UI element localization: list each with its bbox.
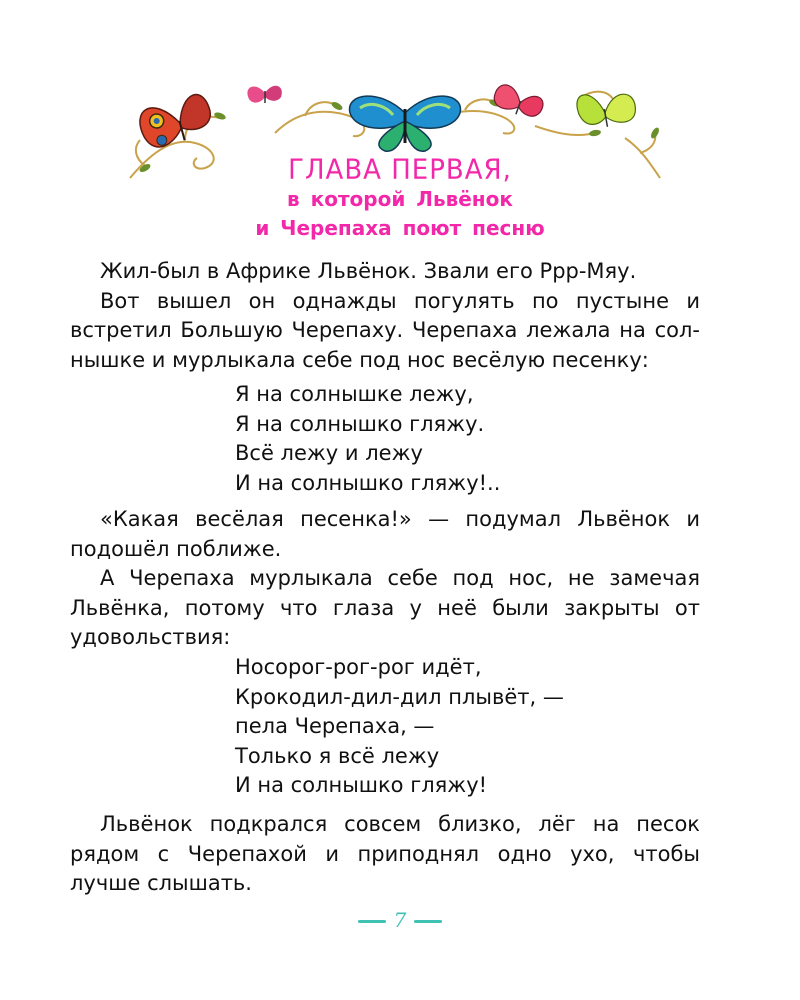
paragraph-3-line1: «Какая весёлая песенка!» — подумал Львёнок и <box>100 507 700 531</box>
paragraph-block-1 <box>70 257 700 375</box>
paragraph-3-line2: подошёл поближе. <box>70 536 282 561</box>
paragraph-5-line1: Львёнок подкрался совсем близко, лёг на песок <box>100 812 700 836</box>
verse-line: И на солнышко гляжу!.. <box>235 470 501 495</box>
verse-2 <box>235 653 564 801</box>
verse-line: Я на солнышке лежу, <box>235 382 474 406</box>
dash-right-decoration <box>414 920 442 923</box>
verse-line: Только я всё лежу <box>235 743 440 768</box>
butterfly-icon <box>136 92 216 151</box>
paragraph-4-line1: А Черепаха мурлыкала себе под нос, не замечая <box>100 566 700 590</box>
butterfly-icon <box>350 96 461 151</box>
paragraph-5-line3: лучше слышать. <box>70 871 252 895</box>
chapter-heading: ГЛАВА ПЕРВАЯ, <box>288 154 512 186</box>
verse-line: И на солнышко гляжу! <box>235 773 488 797</box>
chapter-subtitle-line2: и Черепаха поют песню <box>255 216 545 240</box>
dash-left-decoration <box>358 920 386 923</box>
paragraph-1: Жил-был в Африке Львёнок. Звали его Ррр-Мяу. <box>100 259 637 283</box>
paragraph-2-line1: Вот вышел он однажды погулять по пустыне и <box>100 288 700 313</box>
paragraph-block-3 <box>70 810 700 899</box>
page-number-footer <box>0 908 800 932</box>
verse-line: Я на солнышко гляжу. <box>235 411 485 436</box>
paragraph-2-line2: встретил Большую Черепаху. Черепаха лежала на сол- <box>70 318 700 342</box>
chapter-subtitle-line1: в которой Львёнок <box>287 187 513 211</box>
paragraph-5-line2: рядом с Черепахой и приподнял одно ухо, чтобы <box>70 841 700 866</box>
page-number: 7 <box>393 908 407 932</box>
paragraph-4-line2: Львёнка, потому что глаза у неё были закрыты от <box>70 595 700 620</box>
verse-line: Крокодил-дил-дил плывёт, — <box>235 684 564 709</box>
paragraph-block-2 <box>70 505 700 653</box>
verse-line: пела Черепаха, — <box>235 714 435 738</box>
paragraph-4-line3: удовольствия: <box>70 625 231 649</box>
verse-line: Носорог-рог-рог идёт, <box>235 655 482 679</box>
paragraph-2-line3: нышке и мурлыкала себе под нос весёлую песенку: <box>70 347 649 372</box>
butterfly-icon <box>247 86 281 103</box>
verse-line: Всё лежу и лежу <box>235 441 423 465</box>
verse-1 <box>235 380 500 498</box>
